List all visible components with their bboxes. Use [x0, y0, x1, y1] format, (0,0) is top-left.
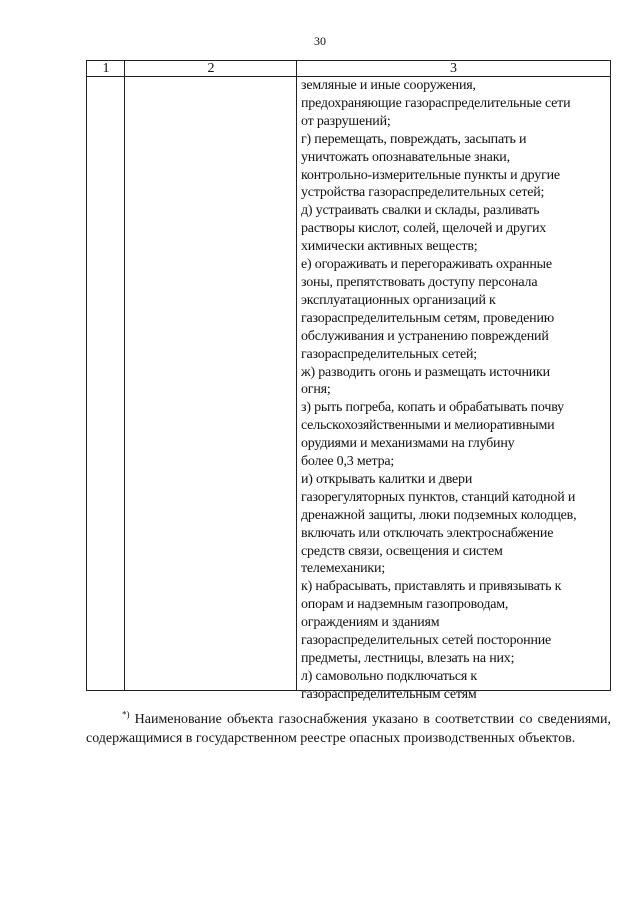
column-3-line: контрольно-измерительные пункты и другие — [301, 167, 560, 183]
table-header-row — [87, 61, 610, 77]
column-3-line: предохраняющие газораспределительные сети — [301, 95, 571, 111]
column-header-1: 1 — [102, 61, 110, 76]
column-3-line: средств связи, освещения и систем — [301, 543, 503, 559]
requirements-table — [86, 60, 611, 702]
column-divider-2 — [296, 61, 297, 690]
column-header-2: 2 — [207, 61, 215, 76]
column-header-3: 3 — [450, 61, 457, 76]
footnote-mark: *) — [122, 709, 130, 720]
column-3-line: г) перемещать, повреждать, засыпать и — [301, 131, 527, 147]
column-3-line: огня; — [301, 382, 331, 398]
column-divider-1 — [124, 61, 125, 690]
column-3-line: е) огораживать и перегораживать охранные — [301, 257, 552, 273]
footnote — [86, 710, 611, 748]
column-3-line: эксплуатационных организаций к — [301, 292, 496, 308]
column-3-line: телемеханики; — [301, 561, 386, 577]
column-3-line: газораспределительным сетям, проведению — [301, 310, 554, 326]
column-3-line: земляные и иные сооружения, — [301, 78, 476, 93]
column-3-line: газорегуляторных пунктов, станций катодной и — [301, 489, 576, 505]
column-3-line: газораспределительных сетей посторонние — [301, 633, 552, 649]
column-3-line: растворы кислот, солей, щелочей и других — [301, 221, 547, 237]
column-3-line: включать или отключать электроснабжение — [301, 525, 554, 541]
column-3-line: з) рыть погреба, копать и обрабатывать почву — [301, 400, 564, 416]
column-3-line: газораспределительным сетям — [301, 686, 477, 702]
column-3-line: уничтожать опознавательные знаки, — [301, 149, 510, 165]
column-3-line: к) набрасывать, приставлять и привязывать к — [301, 579, 562, 595]
column-3-line: химически активных веществ; — [301, 239, 478, 255]
page-number: 30 — [314, 34, 326, 48]
column-3-line: устройства газораспределительных сетей; — [301, 185, 545, 201]
column-3-line: ограждениям и зданиям — [301, 615, 440, 631]
column-3-line: дренажной защиты, люки подземных колодцев, — [301, 507, 577, 523]
column-3-line: от разрушений; — [301, 113, 391, 129]
column-3-line: ж) разводить огонь и размещать источники — [301, 364, 550, 380]
column-3-text — [301, 77, 607, 704]
column-3-line: л) самовольно подключаться к — [301, 668, 477, 684]
column-3-line: более 0,3 метра; — [301, 454, 395, 470]
column-3-line: газораспределительных сетей; — [301, 346, 477, 362]
column-3-line: опорам и надземным газопроводам, — [301, 597, 509, 613]
footnote-text: Наименование объекта газоснабжения указано в соответствии со сведениями, содержащимися в государственном реестре опасных производственных объектов. — [86, 712, 611, 746]
column-3-line: и) открывать калитки и двери — [301, 471, 473, 487]
column-3-line: д) устраивать свалки и склады, разливать — [301, 203, 540, 219]
column-3-line: обслуживания и устранению повреждений — [301, 328, 549, 344]
column-3-line: зоны, препятствовать доступу персонала — [301, 274, 538, 290]
column-3-line: сельскохозяйственными и мелиоративными — [301, 418, 555, 434]
column-3-line: предметы, лестницы, влезать на них; — [301, 651, 515, 666]
column-3-line: орудиями и механизмами на глубину — [301, 436, 515, 452]
